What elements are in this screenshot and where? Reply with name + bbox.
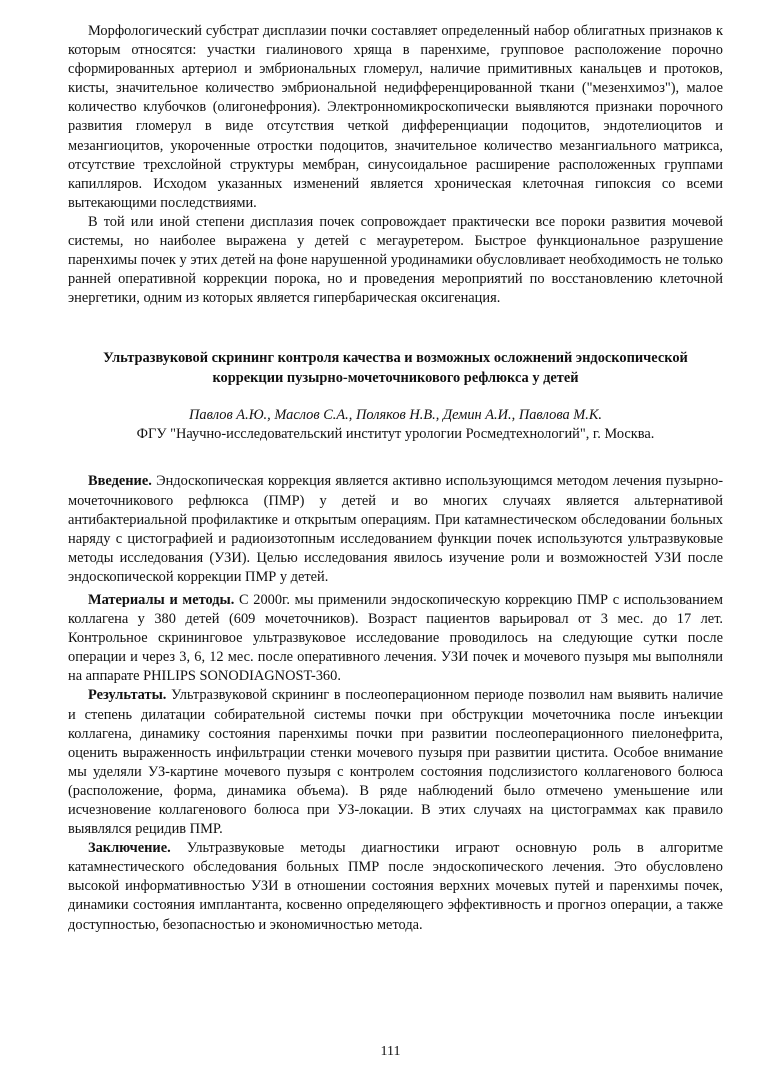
- conclusion-heading: Заключение.: [88, 840, 171, 857]
- section-results: [68, 686, 723, 839]
- article-title: Ультразвуковой скрининг контроля качества и возможных осложнений эндоскопической коррекции пузырно-мочеточникового рефлюкса у детей: [103, 350, 688, 387]
- section-spacer: [68, 444, 723, 468]
- section-introduction: [68, 472, 723, 587]
- section-spacer: [68, 308, 723, 348]
- introduction-text: Эндоскопическая коррекция является активно использующимся методом лечения пузырно-мочеточникового рефлюкса (ПМР) у детей и во многих случаях является альтернативой антибактериальной профилактике и открытым операциям. При катамнестическом обследовании больных наряду с цистографией и радиоизотопным исследованием функции почек используются ультразвуковые методы исследования (УЗИ). Целью исследования явилось изучение роли и возможностей УЗИ после эндоскопической коррекции ПМР у детей.: [68, 473, 723, 585]
- page-number: 111: [380, 1044, 401, 1059]
- paragraph-morphology: Морфологический субстрат дисплазии почки составляет определенный набор облигатных признаков к которым относятся: участки гиалинового хряща в паренхиме, групповое расположение порочно сформированных артериол и эмбриональных гломерул, наличие примитивных канальцев и протоков, кисты, значительное количество эмбриональной недифференцированной ткани ("мезенхимоз"), малое количество клубочков (олигонефрония). Электронномикроскопически выявляются признаки порочного развития гломерул в виде отсутствия четкой дифференциации подоцитов, эндотелиоцитов и мезангиоцитов, укороченные отростки подоцитов, значительное количество мезангиального матрикса, отсутствие трехслойной структуры мембран, синусоидальное расширение расположенных группами капилляров. Исходом указанных изменений является хроническая клеточная гипоксия со всеми вытекающими последствиями.: [68, 23, 723, 211]
- section-conclusion: [68, 839, 723, 934]
- section-methods: [68, 591, 723, 686]
- methods-text: С 2000г. мы применили эндоскопическую коррекцию ПМР с использованием коллагена у 380 детей (609 мочеточников). Возраст пациентов варьировал от 3 мес. до 17 лет. Контрольное скрининговое ультразвуковое исследование проводилось на следующие сутки после операции и через 3, 6, 12 мес. после оперативного лечения. УЗИ почек и мочевого пузыря мы выполняли на аппарате PHILIPS SONODIAGNOST-360.: [68, 591, 723, 685]
- results-text: Ультразвуковой скрининг в послеоперационном периоде позволил нам выявить наличие и степень дилатации собирательной системы почки при обструкции мочеточника после инъекции коллагена, динамику состояния паренхимы почки при развитии послеоперационного пиелонефрита, оценить выраженность инфильтрации стенки мочевого пузыря при развитии цистита. Особое внимание мы уделяли УЗ-картине мочевого пузыря с контролем состояния подслизистого коллагенового болюса (расположение, форма, динамика объема). В ряде наблюдений было отмечено уменьшение или исчезновение коллагенового болюса при УЗ-локации. В этих случаях на цистограммах как правило выявлялся рецидив ПМР.: [68, 687, 723, 838]
- conclusion-text: Ультразвуковые методы диагностики играют основную роль в алгоритме катамнестического обследования больных ПМР после эндоскопического лечения. Это обусловлено высокой информативностью УЗИ в отношении состояния верхних мочевых путей и паренхимы почек, динамики состояния имплантанта, косвенно определяющего эффективность и прогноз операции, а также доступностью, безопасностью и экономичностью метода.: [68, 840, 723, 933]
- paragraph-dysplasia: В той или иной степени дисплазия почек сопровождает практически все пороки развития мочевой системы, но наиболее выражена у детей с мегауретером. Быстрое функциональное разрушение паренхимы почек у этих детей на фоне нарушенной уродинамики обусловливает необходимость не только ранней оперативной коррекции порока, но и проведения мероприятий по восстановлению клеточной энергетики, одним из которых является гипербарическая оксигенация.: [68, 213, 723, 307]
- article-authors: Павлов А.Ю., Маслов С.А., Поляков Н.В., Демин А.И., Павлова М.К.: [188, 407, 603, 424]
- methods-heading: Материалы и методы.: [88, 591, 235, 608]
- introduction-heading: Введение.: [88, 473, 152, 490]
- results-heading: Результаты.: [88, 687, 167, 704]
- article-affiliation: ФГУ "Научно-исследовательский институт урологии Росмедтехнологий", г. Москва.: [136, 426, 655, 443]
